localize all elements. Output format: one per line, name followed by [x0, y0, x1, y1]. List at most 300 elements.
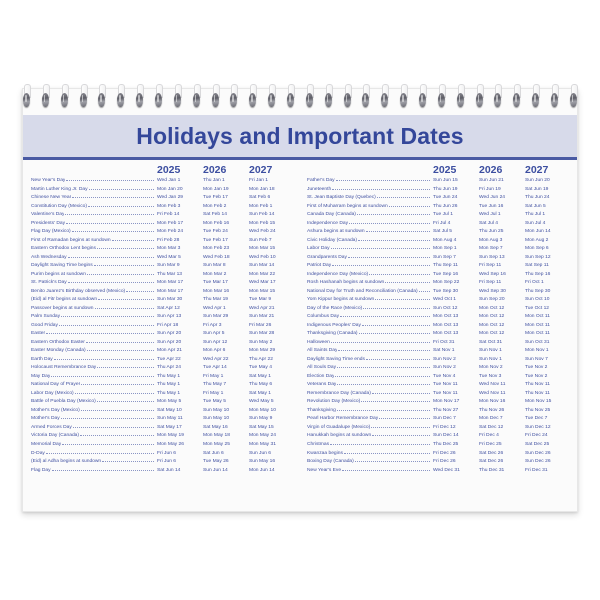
- holiday-date-2025: Mon Oct 13: [433, 314, 459, 320]
- holiday-date-2025: Thu Sep 11: [433, 263, 458, 269]
- holiday-row: [31, 424, 293, 433]
- dot-leader: [126, 290, 154, 292]
- holiday-date-2026: Sun May 10: [203, 416, 230, 422]
- holiday-row: [31, 305, 293, 314]
- holiday-date-2027: Sat May 1: [249, 373, 272, 379]
- dot-leader: [344, 452, 430, 454]
- holiday-date-2025: Sat Jul 5: [433, 229, 453, 235]
- holiday-date-2025: Thu Dec 25: [433, 441, 459, 447]
- dot-leader: [355, 460, 430, 462]
- holiday-date-2026: Fri May 1: [203, 390, 224, 396]
- dot-leader: [331, 247, 430, 249]
- holiday-date-2026: Tue Feb 17: [203, 195, 228, 201]
- dot-leader: [98, 298, 154, 300]
- holiday-date-2026: Sun Apr 12: [203, 339, 228, 345]
- holiday-row: [31, 211, 293, 220]
- holiday-date-2026: Tue Mar 17: [203, 280, 228, 286]
- holiday-date-2027: Sun Sep 12: [525, 254, 551, 260]
- holiday-row: [307, 356, 569, 365]
- dot-leader: [112, 239, 154, 241]
- holiday-date-2025: Tue Sep 16: [433, 271, 459, 277]
- holiday-date-2025: Fri Jun 6: [157, 450, 177, 456]
- dot-leader: [81, 409, 154, 411]
- holiday-date-2026: Mon Oct 12: [479, 322, 505, 328]
- holiday-date-2026: Sun Mar 29: [203, 314, 229, 320]
- year-label-2026: 2026: [479, 164, 503, 176]
- holiday-date-2026: Mon Feb 2: [203, 203, 227, 209]
- holiday-name: Thanksgiving: [307, 407, 336, 413]
- holiday-name: Palm Sunday: [31, 314, 61, 320]
- holiday-row: [31, 347, 293, 356]
- holiday-name: Grandparents Day: [307, 254, 347, 260]
- holiday-date-2027: Sat Dec 25: [525, 441, 550, 447]
- holiday-date-2027: Tue Mar 9: [249, 297, 272, 303]
- holiday-date-2027: Mon Nov 1: [525, 348, 549, 354]
- holiday-date-2026: Sat Feb 14: [203, 212, 227, 218]
- holiday-row: [307, 279, 569, 288]
- holiday-name: Patriot Day: [307, 263, 332, 269]
- holiday-row: [31, 381, 293, 390]
- holiday-date-2027: Sun Mar 21: [249, 314, 275, 320]
- holiday-row: [307, 305, 569, 314]
- holiday-date-2026: Tue May 5: [203, 399, 226, 405]
- holiday-date-2026: Wed Sep 30: [479, 288, 506, 294]
- holiday-date-2025: Sat May 10: [157, 407, 182, 413]
- holiday-name: St. Patrick's Day: [31, 280, 67, 286]
- holiday-date-2025: Wed Jan 29: [157, 195, 184, 201]
- holiday-date-2026: Mon Oct 12: [479, 331, 505, 337]
- holiday-name: All Souls Day: [307, 365, 337, 371]
- holiday-date-2025: Mon Nov 17: [433, 399, 460, 405]
- holiday-name: Flag Day: [31, 467, 51, 473]
- holiday-date-2026: Sun Sep 20: [479, 297, 505, 303]
- holiday-row: [31, 203, 293, 212]
- holiday-date-2027: Sat May 1: [249, 390, 272, 396]
- holiday-date-2027: Wed Mar 17: [249, 280, 276, 286]
- holiday-row: [307, 458, 569, 467]
- holiday-row: [31, 398, 293, 407]
- holiday-date-2027: Mon May 10: [249, 407, 276, 413]
- dot-leader: [379, 417, 430, 419]
- holiday-date-2025: Mon May 19: [157, 433, 184, 439]
- holiday-name: Independence Day (Mexico): [307, 271, 369, 277]
- dot-leader: [342, 469, 430, 471]
- holiday-date-2026: Wed Apr 22: [203, 356, 229, 362]
- dot-leader: [68, 256, 154, 258]
- holiday-date-2026: Mon Feb 16: [203, 220, 230, 226]
- dot-leader: [336, 179, 430, 181]
- holiday-date-2025: Sun Apr 20: [157, 331, 182, 337]
- holiday-row: [31, 339, 293, 348]
- holiday-row: [307, 220, 569, 229]
- holiday-name: Columbus Day: [307, 314, 340, 320]
- holiday-date-2025: Wed Dec 31: [433, 467, 460, 473]
- holiday-date-2027: Thu Nov 11: [525, 390, 550, 396]
- holiday-name: Martin Luther King Jr. Day: [31, 186, 88, 192]
- holiday-date-2025: Thu May 1: [157, 390, 181, 396]
- dot-leader: [59, 324, 154, 326]
- holiday-date-2026: Sun Apr 5: [203, 331, 225, 337]
- holiday-row: [31, 415, 293, 424]
- holiday-name: Presidents' Day: [31, 220, 66, 226]
- dot-leader: [86, 341, 154, 343]
- holiday-row: [31, 441, 293, 450]
- holiday-columns: [31, 160, 569, 475]
- holiday-name: (Eid) al Fitr begins at sundown: [31, 297, 98, 303]
- holiday-name: Holocaust Remembrance Day: [31, 365, 97, 371]
- holiday-date-2027: Sun Oct 31: [525, 339, 550, 345]
- dot-leader: [389, 205, 430, 207]
- holiday-date-2027: Sat Jun 19: [525, 186, 549, 192]
- holiday-date-2025: Mon Oct 13: [433, 322, 459, 328]
- holiday-row: [307, 364, 569, 373]
- holiday-date-2027: Thu May 6: [249, 382, 273, 388]
- holiday-date-2026: Mon Feb 23: [203, 246, 230, 252]
- holiday-name: Boxing Day (Canada): [307, 459, 354, 465]
- dot-leader: [87, 273, 154, 275]
- holiday-row: [307, 373, 569, 382]
- holiday-date-2027: Mon May 24: [249, 433, 276, 439]
- holiday-date-2026: Sun Nov 1: [479, 356, 502, 362]
- holiday-date-2025: Tue Sep 30: [433, 288, 459, 294]
- holiday-date-2026: Sat Dec 26: [479, 450, 504, 456]
- holiday-date-2025: Thu May 1: [157, 382, 181, 388]
- holiday-date-2027: Sun Mar 28: [249, 331, 275, 337]
- holiday-date-2026: Fri Apr 3: [203, 322, 222, 328]
- holiday-date-2025: Sun Apr 13: [157, 314, 182, 320]
- holiday-name: Day of the Race (Mexico): [307, 305, 363, 311]
- holiday-date-2025: Sun Sep 7: [433, 254, 456, 260]
- holiday-date-2027: Mon Oct 11: [525, 322, 550, 328]
- holiday-date-2027: Fri Dec 31: [525, 467, 548, 473]
- holiday-date-2027: Tue Oct 12: [525, 305, 550, 311]
- holiday-date-2026: Mon Nov 16: [479, 399, 506, 405]
- holiday-date-2027: Sun Mar 14: [249, 263, 275, 269]
- dot-leader: [366, 358, 430, 360]
- holiday-date-2027: Mon Jan 18: [249, 186, 275, 192]
- holiday-date-2027: Mon Mar 15: [249, 288, 276, 294]
- holiday-row: [307, 237, 569, 246]
- holiday-date-2025: Tue Jun 24: [433, 195, 458, 201]
- holiday-date-2025: Thu Mar 13: [157, 271, 183, 277]
- dot-leader: [372, 392, 430, 394]
- holiday-date-2025: Mon Feb 24: [157, 229, 184, 235]
- dot-leader: [375, 298, 430, 300]
- holiday-date-2026: Fri May 1: [203, 373, 224, 379]
- holiday-date-2027: Sat May 15: [249, 424, 274, 430]
- holiday-date-2025: Wed Mar 5: [157, 254, 181, 260]
- holiday-date-2027: Tue May 4: [249, 365, 272, 371]
- holiday-name: Eastern Orthodox Lent begins: [31, 246, 96, 252]
- holiday-date-2026: Sun Mar 8: [203, 263, 226, 269]
- holiday-rows-right: [307, 177, 569, 475]
- holiday-date-2026: Mon Oct 12: [479, 314, 505, 320]
- holiday-date-2026: Sun May 10: [203, 407, 230, 413]
- holiday-date-2026: Sat Dec 12: [479, 424, 504, 430]
- dot-leader: [335, 375, 430, 377]
- holiday-date-2025: Fri Feb 28: [157, 237, 180, 243]
- holiday-date-2026: Mon Jan 19: [203, 186, 229, 192]
- holiday-date-2025: Tue Nov 11: [433, 382, 458, 388]
- dot-leader: [332, 264, 430, 266]
- holiday-name: Halloween: [307, 339, 330, 345]
- holiday-date-2025: Thu Apr 24: [157, 365, 181, 371]
- holiday-date-2026: Wed Sep 16: [479, 271, 506, 277]
- holiday-row: [31, 450, 293, 459]
- page-title: Holidays and Important Dates: [136, 122, 464, 149]
- holiday-date-2026: Tue Jun 16: [479, 203, 504, 209]
- holiday-row: [31, 458, 293, 467]
- dot-leader: [46, 332, 154, 334]
- holiday-date-2027: Thu Nov 25: [525, 407, 551, 413]
- holiday-date-2026: Fri Dec 25: [479, 441, 502, 447]
- holiday-name: Passover begins at sundown: [31, 305, 94, 311]
- holiday-name: Juneteenth: [307, 186, 332, 192]
- dot-leader: [338, 349, 430, 351]
- holiday-name: Christmas: [307, 441, 330, 447]
- holiday-name: Daylight Saving Time begins: [31, 263, 93, 269]
- holiday-date-2026: Mon Sep 7: [479, 246, 503, 252]
- holiday-row: [31, 245, 293, 254]
- holiday-date-2025: Mon Oct 13: [433, 331, 459, 337]
- holiday-date-2026: Thu May 7: [203, 382, 227, 388]
- holiday-date-2025: Tue Apr 22: [157, 356, 181, 362]
- holiday-date-2025: Mon Feb 3: [157, 203, 181, 209]
- dot-leader: [66, 222, 154, 224]
- holiday-date-2026: Mon May 25: [203, 441, 230, 447]
- holiday-row: [307, 228, 569, 237]
- holiday-name: New Year's Day: [31, 178, 66, 183]
- holiday-date-2027: Mon Jun 14: [525, 229, 551, 235]
- holiday-row: [307, 262, 569, 271]
- dot-leader: [61, 315, 154, 317]
- holiday-date-2025: Fri Apr 18: [157, 322, 179, 328]
- holiday-date-2026: Sun Sep 13: [479, 254, 505, 260]
- holiday-date-2026: Wed Jul 1: [479, 212, 501, 218]
- holiday-date-2025: Fri Oct 31: [433, 339, 455, 345]
- holiday-row: [307, 339, 569, 348]
- dot-leader: [62, 443, 154, 445]
- holiday-name: National Day for Truth and Reconciliation (Canada): [307, 288, 418, 294]
- holiday-date-2025: Fri Dec 12: [433, 424, 456, 430]
- dot-leader: [68, 281, 154, 283]
- holiday-date-2027: Fri Jan 1: [249, 178, 269, 183]
- holiday-date-2025: Mon Sep 1: [433, 246, 457, 252]
- dot-leader: [372, 434, 430, 436]
- holiday-date-2026: Tue Apr 14: [203, 365, 227, 371]
- holiday-date-2027: Thu Jul 1: [525, 212, 546, 218]
- holiday-row: [307, 211, 569, 220]
- holiday-date-2026: Sun Nov 1: [479, 348, 502, 354]
- holiday-row: [307, 424, 569, 433]
- holiday-date-2026: Mon Mar 2: [203, 271, 227, 277]
- holiday-date-2026: Mon Aug 3: [479, 237, 503, 243]
- dot-leader: [337, 366, 430, 368]
- holiday-rows-left: [31, 177, 293, 475]
- holiday-row: [31, 373, 293, 382]
- holiday-name: Easter: [31, 331, 46, 337]
- holiday-date-2027: Sun May 16: [249, 459, 276, 465]
- holiday-date-2026: Tue Feb 17: [203, 237, 228, 243]
- holiday-date-2027: Thu Jun 24: [525, 195, 550, 201]
- holiday-date-2026: Sat Oct 31: [479, 339, 503, 345]
- holiday-date-2026: Wed Nov 11: [479, 382, 506, 388]
- holiday-date-2027: Mon Nov 15: [525, 399, 552, 405]
- holiday-date-2026: Thu Jan 1: [203, 178, 225, 183]
- title-banner: [23, 115, 577, 160]
- holiday-date-2027: Sun Jul 4: [525, 220, 546, 226]
- holiday-date-2025: Sat Jun 14: [157, 467, 181, 473]
- holiday-row: [31, 322, 293, 331]
- holiday-row: [307, 194, 569, 203]
- dot-leader: [75, 392, 154, 394]
- holiday-date-2025: Sun Nov 2: [433, 356, 456, 362]
- dot-leader: [369, 273, 430, 275]
- dot-leader: [72, 230, 154, 232]
- holiday-row: [307, 398, 569, 407]
- holiday-name: Father's Day: [307, 178, 335, 183]
- holiday-date-2027: Wed Apr 21: [249, 305, 275, 311]
- holiday-name: First of Muharram begins at sundown: [307, 203, 388, 209]
- holiday-row: [31, 467, 293, 476]
- holiday-date-2025: Mon Aug 4: [433, 237, 457, 243]
- holiday-date-2027: Mon Aug 2: [525, 237, 549, 243]
- holiday-date-2025: Sun May 11: [157, 416, 183, 422]
- holiday-row: [31, 177, 293, 186]
- holiday-name: Valentine's Day: [31, 212, 65, 218]
- dot-leader: [330, 443, 430, 445]
- holiday-date-2027: Sun Nov 7: [525, 356, 548, 362]
- holiday-date-2027: Mon Jun 14: [249, 467, 275, 473]
- dot-leader: [337, 383, 430, 385]
- holiday-date-2027: Sun Dec 26: [525, 450, 551, 456]
- dot-leader: [51, 375, 154, 377]
- holiday-row: [31, 288, 293, 297]
- holiday-row: [31, 220, 293, 229]
- dot-leader: [358, 239, 430, 241]
- holiday-name: St. Jean Baptiste Day (Quebec): [307, 195, 376, 201]
- holiday-date-2025: Mon Mar 17: [157, 280, 184, 286]
- holiday-row: [307, 432, 569, 441]
- dot-leader: [87, 349, 154, 351]
- dot-leader: [97, 400, 154, 402]
- holiday-name: Rosh Hashanah begins at sundown: [307, 280, 385, 286]
- holiday-date-2027: Fri Dec 24: [525, 433, 548, 439]
- holiday-row: [307, 322, 569, 331]
- holiday-date-2027: Mon Feb 15: [249, 220, 276, 226]
- holiday-date-2027: Sun Dec 26: [525, 459, 551, 465]
- holiday-date-2025: Sat May 17: [157, 424, 182, 430]
- holiday-date-2026: Tue Feb 24: [203, 229, 228, 235]
- holiday-date-2027: Mon May 31: [249, 441, 276, 447]
- holiday-name: Armed Forces Day: [31, 424, 72, 430]
- holiday-row: [307, 288, 569, 297]
- holiday-date-2025: Sun Dec 14: [433, 433, 459, 439]
- holiday-name: Ash Wednesday: [31, 254, 67, 260]
- holiday-column-left: [31, 164, 293, 475]
- dot-leader: [52, 469, 154, 471]
- holiday-row: [307, 203, 569, 212]
- holiday-date-2027: Mon Mar 22: [249, 271, 276, 277]
- holiday-row: [307, 381, 569, 390]
- holiday-name: Revolution Day (Mexico): [307, 399, 361, 405]
- holiday-date-2027: Sat Feb 6: [249, 195, 271, 201]
- holiday-date-2027: Tue Nov 2: [525, 365, 548, 371]
- dot-leader: [95, 307, 154, 309]
- dot-leader: [66, 179, 154, 181]
- holiday-name: (Eid) al Adha begins at sundown: [31, 459, 102, 465]
- holiday-date-2025: Tue Nov 4: [433, 373, 456, 379]
- dot-leader: [366, 230, 430, 232]
- holiday-date-2027: Mon Oct 11: [525, 331, 550, 337]
- holiday-date-2025: Sun Dec 7: [433, 416, 456, 422]
- holiday-column-right: [307, 164, 569, 475]
- dot-leader: [361, 400, 430, 402]
- holiday-date-2027: Mon Mar 29: [249, 348, 276, 354]
- holiday-date-2026: Thu Nov 26: [479, 407, 505, 413]
- holiday-row: [307, 186, 569, 195]
- dot-leader: [61, 417, 154, 419]
- holiday-row: [307, 415, 569, 424]
- holiday-date-2027: Sun May 9: [249, 416, 273, 422]
- holiday-name: Pearl Harbor Remembrance Day: [307, 416, 379, 422]
- holiday-date-2026: Wed Nov 11: [479, 390, 506, 396]
- dot-leader: [65, 213, 154, 215]
- holiday-row: [31, 194, 293, 203]
- holiday-date-2025: Tue Jul 1: [433, 212, 453, 218]
- holiday-date-2027: Wed May 5: [249, 399, 274, 405]
- holiday-row: [31, 330, 293, 339]
- holiday-row: [307, 296, 569, 305]
- holiday-name: Veterans Day: [307, 382, 337, 388]
- holiday-date-2025: Fri Dec 26: [433, 459, 456, 465]
- holiday-date-2026: Fri Sep 11: [479, 280, 502, 286]
- holiday-name: Memorial Day: [31, 441, 62, 447]
- holiday-date-2027: Thu Sep 30: [525, 288, 551, 294]
- year-header-left: [31, 164, 293, 177]
- holiday-name: First of Ramadan begins at sundown: [31, 237, 111, 243]
- holiday-row: [31, 279, 293, 288]
- holiday-date-2026: Wed Feb 18: [203, 254, 230, 260]
- holiday-name: Indigenous Peoples' Day: [307, 322, 361, 328]
- holiday-date-2025: Mon Feb 17: [157, 220, 184, 226]
- holiday-row: [31, 296, 293, 305]
- dot-leader: [332, 188, 430, 190]
- holiday-name: All Saints Day: [307, 348, 338, 354]
- holiday-date-2025: Wed Oct 1: [433, 297, 457, 303]
- holiday-date-2027: Sun Feb 7: [249, 237, 272, 243]
- holiday-row: [307, 313, 569, 322]
- holiday-row: [307, 467, 569, 476]
- holiday-name: Earth Day: [31, 356, 53, 362]
- dot-leader: [363, 307, 430, 309]
- dot-leader: [97, 247, 154, 249]
- holiday-date-2026: Tue Nov 3: [479, 373, 502, 379]
- year-header-right: [307, 164, 569, 177]
- year-label-2025: 2025: [157, 164, 181, 176]
- holiday-date-2027: Mon Mar 15: [249, 246, 276, 252]
- holiday-name: Daylight Saving Time ends: [307, 356, 365, 362]
- dot-leader: [88, 205, 154, 207]
- holiday-date-2027: Sat Jun 5: [525, 203, 546, 209]
- holiday-name: Ashura begins at sundown: [307, 229, 365, 235]
- holiday-date-2026: Sun Jun 14: [203, 467, 228, 473]
- holiday-date-2025: Sun Apr 20: [157, 339, 182, 345]
- holiday-date-2026: Wed Apr 1: [203, 305, 226, 311]
- holiday-date-2026: Mon Nov 2: [479, 365, 503, 371]
- holiday-date-2025: Fri Jul 4: [433, 220, 451, 226]
- holiday-date-2026: Sat Jul 4: [479, 220, 499, 226]
